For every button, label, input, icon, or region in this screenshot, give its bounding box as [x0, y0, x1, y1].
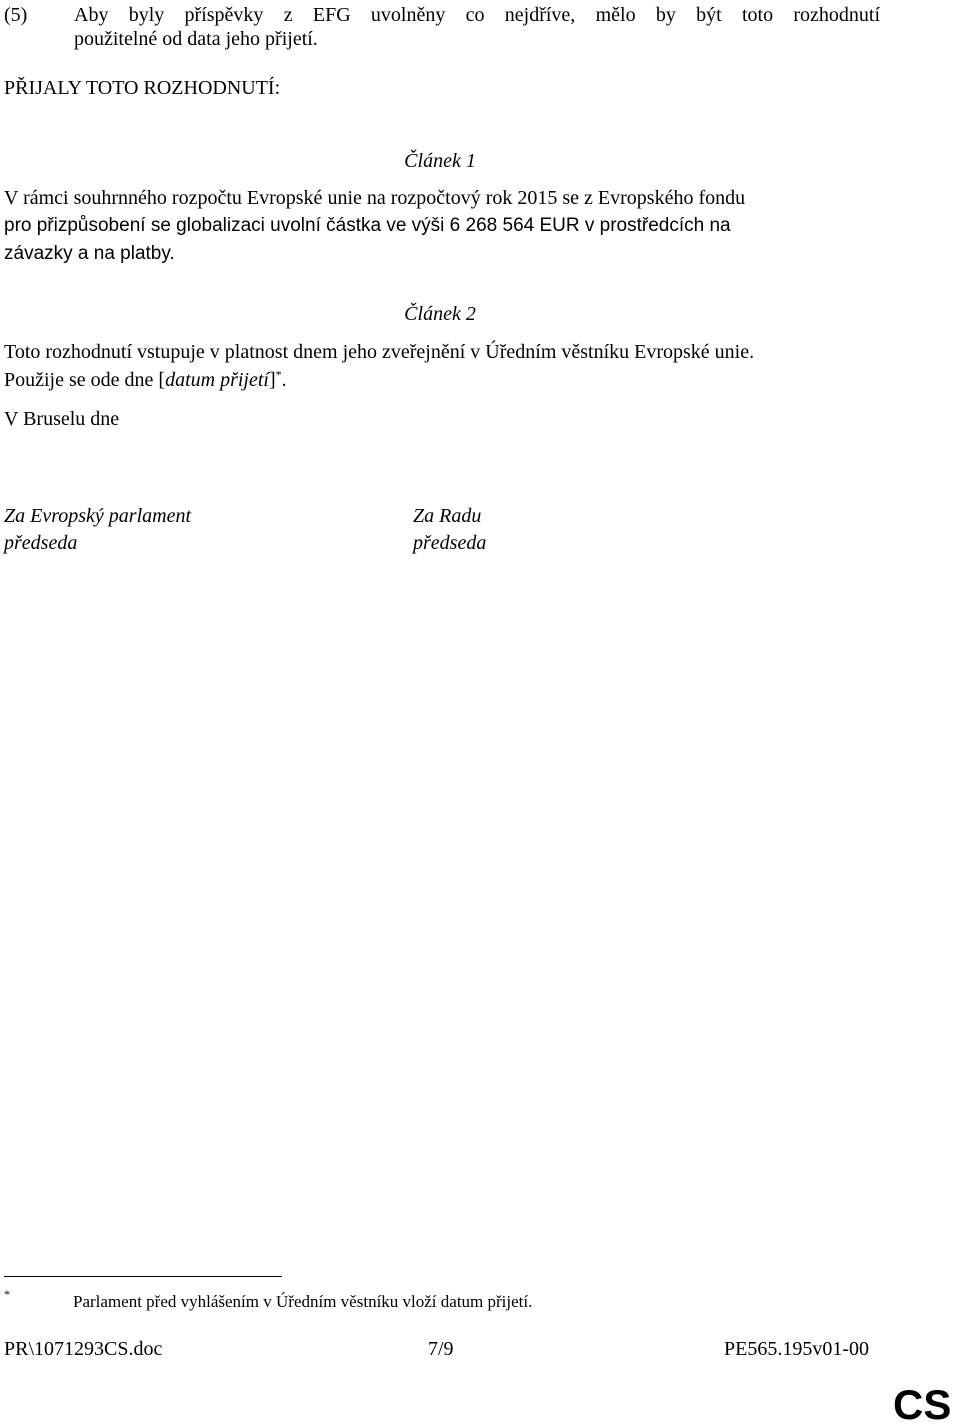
footer-page-number: 7/9: [428, 1338, 454, 1360]
footnote-text: Parlament před vyhlášením v Úředním věstníku vloží datum přijetí.: [73, 1292, 533, 1311]
article-2-line-2: [4, 369, 287, 392]
article-2-line-2-end: .: [281, 369, 287, 391]
article-1-title: Článek 1: [404, 150, 476, 172]
recital-number: (5): [4, 4, 28, 26]
article-2-date-placeholder: datum přijetí: [165, 369, 269, 391]
adoption-heading: PŘIJALY TOTO ROZHODNUTÍ:: [4, 77, 281, 99]
signature-parliament-label: Za Evropský parlament: [4, 505, 192, 527]
footnote-separator: [4, 1276, 282, 1277]
article-1-line-3: závazky a na platby.: [4, 243, 175, 264]
signature-parliament-role: předseda: [4, 532, 78, 554]
article-2-line-2-prefix: Použije se ode dne [: [4, 369, 166, 391]
language-badge: CS: [893, 1381, 952, 1428]
footnote-reference-mark: *: [275, 367, 282, 382]
article-1-line-2: pro přizpůsobení se globalizaci uvolní částka ve výši 6 268 564 EUR v prostředcích na: [4, 215, 731, 236]
signature-council-label: Za Radu: [413, 505, 482, 527]
article-2-title: Článek 2: [404, 303, 476, 325]
recital-text-line-2: použitelné od data jeho přijetí.: [74, 28, 318, 50]
footer-pe-number: PE565.195v01-00: [724, 1338, 869, 1360]
article-1-line-1: V rámci souhrnného rozpočtu Evropské unie na rozpočtový rok 2015 se z Evropského fondu: [4, 187, 746, 209]
footnote-mark: *: [4, 1287, 10, 1301]
place-date-line: V Bruselu dne: [4, 408, 120, 430]
recital-text-line-1: Aby byly příspěvky z EFG uvolněny co nejdříve, mělo by být toto rozhodnutí: [74, 4, 880, 26]
signature-council-role: předseda: [413, 532, 487, 554]
article-2-line-1: Toto rozhodnutí vstupuje v platnost dnem jeho zveřejnění v Úředním věstníku Evropské unie.: [4, 341, 755, 363]
article-2-line-2-suffix: ]: [268, 369, 276, 391]
footer-document-reference: PR\1071293CS.doc: [4, 1338, 163, 1360]
